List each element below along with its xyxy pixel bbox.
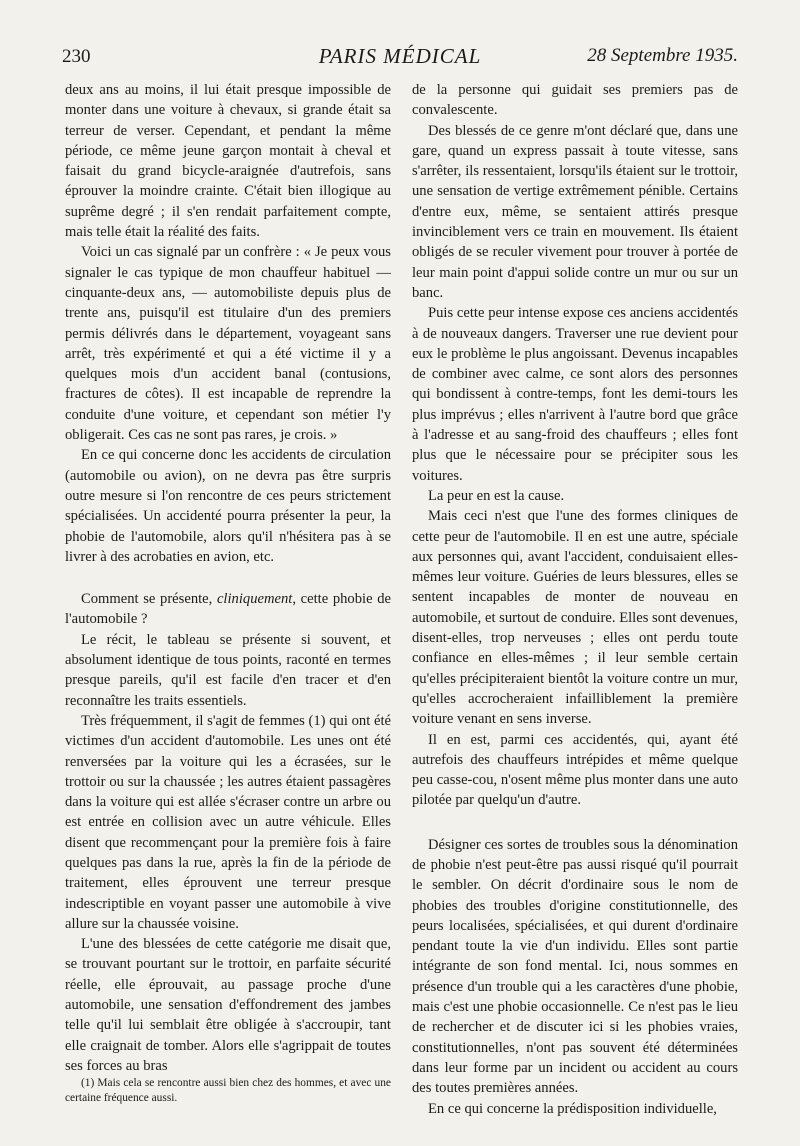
paragraph: Comment se présente, cliniquement, cette phobie de l'automobile ? [65, 591, 391, 628]
journal-title: PARIS MÉDICAL [318, 44, 482, 68]
paragraph: En ce qui concerne la prédisposition individuelle, [428, 1100, 717, 1117]
paragraph: Puis cette peur intense expose ces anciens accidentés à de nouveaux dangers. Traverser une rue devient pour eux le problème le plus angoissant. Devenus incapables de combiner avec calme, ce sont alors des personnes qui bondissent à contre-temps, font les demi-tours les plus imprévus ; elles n'arrivent à l'autre bord que grâce à l'adresse et au sang-froid des chauffeurs ; elles font plus que le nécessaire pour se précipiter sous les voitures. [412, 305, 738, 484]
paragraph: deux ans au moins, il lui était presque impossible de monter dans une voiture à chevaux, si grande était sa terreur de verser. Cependant, et pendant la même période, ce même jeune garçon montait à cheval et faisait du grand bicycle-araignée d'autrefois, sans éprouver la moindre crainte. C'était bien illogique au suprême degré ; il s'en rendait parfaitement compte, mais telle était la réalité des faits. [65, 82, 391, 241]
paragraph: Mais ceci n'est que l'une des formes cliniques de cette peur de l'automobile. Il en est une autre, spéciale aux personnes qui, avant l'accident, conduisaient elles-mêmes leur voiture. Guéries de leurs blessures, elles se sentent incapables de monter de nouveau en automobile, et surtout de conduire. Elles sont devenues, disent-elles, trop nerveuses ; elles ont perdu toute confiance en elles-mêmes ; il leur semble certain qu'elles précipiteraient bientôt la voiture contre un mur, qu'elles accrocheraient infailliblement la première voiture venant en sens inverse. [412, 508, 738, 728]
right-column [412, 80, 738, 1119]
paragraph: Il en est, parmi ces accidentés, qui, ayant été autrefois des chauffeurs intrépides et même quelque peu casse-cou, n'osent même plus monter dans une auto pilotée par quelqu'un d'autre. [412, 731, 738, 809]
paragraph: Voici un cas signalé par un confrère : « Je peux vous signaler le cas typique de mon chauffeur habituel — cinquante-deux ans, — automobiliste depuis plus de trente ans, puisqu'il est titulaire d'un des premiers permis délivrés dans le département, voyageant sans arrêt, très expérimenté et qui a été victime il y a quelques mois d'un accident banal (contusions, fractures de côtes). Il est incapable de reprendre la conduite d'une voiture, et cependant son métier l'y obligerait. Ces cas ne sont pas rares, je crois. » [65, 244, 391, 444]
page-number: 230 [62, 46, 91, 67]
paragraph: La peur en est la cause. [428, 487, 565, 504]
paragraph: Des blessés de ce genre m'ont déclaré que, dans une gare, quand un express passait à toute vitesse, sans s'arrêter, ils ressentaient, lorsqu'ils étaient sur le trottoir, une sensation de vertige extrêmement pénible. Certains d'entre eux, même, se sentaient attirés presque invinciblement vers ce train en mouvement. Ils étaient obligés de se reculer vivement pour trouver à portée de leur main point d'appui solide contre un mur ou sur un banc. [412, 122, 738, 301]
footnote: (1) Mais cela se rencontre aussi bien chez des hommes, et avec une certaine fréquence aussi. [65, 1077, 391, 1105]
paragraph: Désigner ces sortes de troubles sous la dénomination de phobie n'est peut-être pas aussi risqué qu'il pourrait le sembler. On décrit d'ordinaire sous le nom de phobies des troubles d'origine constitutionnelle, des peurs localisées, spécialisées, et qui durent d'ordinaire pendant toute la vie d'un individu. Elles sont partie intégrante de son fond mental. Ici, nous sommes en présence d'un trouble qui a les caractères d'une phobie, mais c'est une phobie occasionnelle. Ce n'est pas le lieu de rechercher et de discuter ici si les phobies vraies, constitutionnelles, n'ont pas souvent été déterminées dans leur forme par un incident ou accident au cours des toutes premières années. [412, 836, 738, 1097]
issue-date: 28 Septembre 1935. [587, 45, 738, 66]
section-break [412, 811, 738, 835]
page-header [62, 42, 738, 72]
paragraph: de la personne qui guidait ses premiers pas de convalescente. [412, 82, 738, 119]
paragraph: L'une des blessées de cette catégorie me disait que, se trouvant pourtant sur le trottoir, en parfaite sécurité réelle, elle éprouvait, au passage proche d'une automobile, une sensation d'effondrement des jambes telle qu'il lui semblait être obligée à s'accroupir, tant elle craignait de tomber. Alors elle s'agrippait de toutes ses forces au bras [65, 936, 391, 1074]
paragraph: Le récit, le tableau se présente si souvent, et absolument identique de tous points, raconté en termes presque pareils, qu'il est facile d'en tracer et d'en reconnaître les traits essentiels. [65, 631, 391, 709]
paragraph: En ce qui concerne donc les accidents de circulation (automobile ou avion), on ne devra pas être surpris outre mesure si l'on rencontre de ces peurs strictement spécialisées. Un accidenté pourra présenter la peur, la phobie de l'automobile, alors qu'il n'hésitera pas à se livrer à des acrobaties en avion, etc. [65, 447, 391, 565]
emphasis: cliniquement [216, 591, 293, 608]
left-column [65, 80, 391, 1106]
paragraph: Très fréquemment, il s'agit de femmes (1) qui ont été victimes d'un accident d'automobile. Les unes ont été renversées par la voiture qui les a écrasées, sur le trottoir ou sur la chaussée ; les autres étaient passagères dans la voiture qui est allée s'écraser contre un arbre ou est entrée en collision avec un autre véhicule. Elles disent que recommençant pour la première fois à faire quelques pas dans la rue, après la fin de la période de traitement, elles éprouvent une terreur presque indescriptible en voyant passer une automobile à vive allure sur la chaussée voisine. [65, 712, 391, 932]
section-break [65, 567, 391, 589]
